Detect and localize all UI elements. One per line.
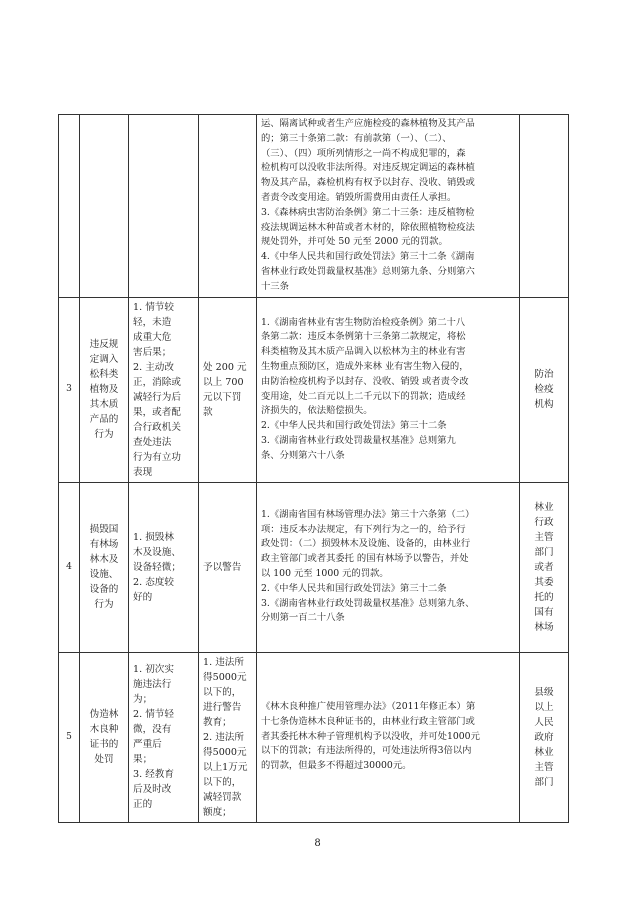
authority-cell-line: 机构: [534, 399, 554, 411]
penalty-cell: [199, 297, 257, 482]
violation-cell-line: 处罚: [94, 754, 114, 766]
violation-cell-line: 违反规: [89, 339, 119, 351]
legal-basis-cell-line: 生物重点预防区，造成外来林 业有害生物入侵的，: [261, 360, 469, 372]
row-number: 5: [59, 652, 80, 822]
authority-cell-line: 部门: [534, 546, 554, 558]
penalty-cell-line: 2. 违法所: [203, 731, 244, 743]
penalty-cell-line: 予以警告: [203, 561, 242, 573]
legal-basis-cell-line: 《林木良种推广使用管理办法》（2011年修正本）第: [261, 701, 476, 713]
legal-basis-cell: [257, 652, 520, 822]
legal-basis-cell-line: 检机构可以没收非法所得。对违反规定调运的森林植: [261, 162, 475, 174]
legal-basis-cell-line: 疫法规调运林木种苗或者木材的，除依照植物检疫法: [261, 221, 475, 233]
penalty-cell-line: 处 200 元: [203, 361, 247, 373]
condition-cell-line: 2. 态度较: [133, 576, 174, 588]
legal-basis-cell-line: 以 100 元至 1000 元的罚款。: [261, 568, 389, 580]
authority-cell-line: 林业: [534, 501, 554, 513]
legal-basis-cell: [257, 297, 520, 482]
penalty-cell-line: 元以下罚: [203, 391, 242, 403]
condition-cell-line: 木及设施、: [133, 546, 181, 558]
legal-basis-cell-line: 由防治检疫机构予以封存、没收、销毁 或者责令改: [261, 375, 469, 387]
violation-cell: [80, 482, 129, 652]
condition-cell-line: 1. 情节较: [133, 301, 174, 313]
legal-basis-cell-line: 十三条: [261, 280, 289, 292]
violation-cell-line: 松科类: [89, 369, 119, 381]
violation-cell-line: 行为: [94, 599, 114, 611]
violation-cell-line: 其木质: [89, 399, 119, 411]
page-number: 8: [314, 838, 321, 849]
condition-cell-line: 合行政机关: [133, 421, 181, 433]
condition-cell-line: 严重后: [133, 739, 162, 751]
violation-cell-line: 植物及: [89, 384, 119, 396]
authority-cell-line: 以上: [534, 701, 554, 713]
condition-cell-line: 施违法行: [133, 679, 172, 691]
penalty-cell-line: 以上1万元: [203, 761, 248, 773]
authority-cell-line: 林业: [534, 746, 554, 758]
authority-cell-line: 林场: [534, 621, 554, 633]
authority-cell: [520, 652, 569, 822]
condition-cell-line: 轻，未造: [133, 316, 172, 328]
condition-cell-line: 设备轻微；: [133, 561, 181, 573]
condition-cell-line: 1. 初次实: [133, 664, 174, 676]
penalty-cell-line: 以上 700: [203, 376, 244, 388]
table-row: [59, 652, 569, 822]
condition-cell-line: 果，或者配: [133, 406, 181, 418]
authority-cell-line: 检疫: [534, 384, 554, 396]
legal-basis-cell-line: 者责令改变用途。销毁所需费用由责任人承担。: [261, 191, 457, 203]
violation-cell-line: 证书的: [89, 739, 119, 751]
penalty-cell: [199, 115, 257, 298]
authority-cell-line: 主管: [534, 761, 554, 773]
legal-basis-cell-line: 省林业行政处罚裁量权基准》总则第九条、分则第六: [261, 265, 475, 277]
row-number: [59, 115, 80, 298]
penalty-table: [58, 114, 569, 823]
legal-basis-cell-line: 以下的罚款；有违法所得的，可处违法所得3倍以内: [261, 745, 472, 757]
penalty-cell: [199, 652, 257, 822]
violation-cell-line: 产品的: [89, 414, 119, 426]
condition-cell: [129, 652, 199, 822]
penalty-cell-line: 得5000元: [203, 746, 247, 758]
condition-cell-line: 3. 经教育: [133, 769, 174, 781]
legal-basis-cell-line: 运、隔离试种或者生产应施检疫的森林植物及其产品: [261, 118, 475, 129]
legal-basis-cell-line: 3.《湖南省林业行政处罚裁量权基准》总则第九条、: [261, 597, 475, 609]
penalty-cell-line: 教育；: [203, 716, 232, 728]
condition-cell-line: 好的: [133, 591, 153, 603]
legal-basis-cell-line: 十七条伪造林木良种证书的，由林业行政主管部门或: [261, 715, 475, 727]
legal-basis-cell-line: 2.《中华人民共和国行政处罚法》第三十二条: [261, 582, 447, 594]
authority-cell-line: 政府: [534, 731, 554, 743]
violation-cell-line: 林木及: [89, 554, 119, 566]
legal-basis-cell-line: 条第二款：违反本条例第十三条第二款规定，将松: [261, 331, 466, 343]
authority-cell: [520, 115, 569, 298]
legal-basis-cell-line: 项：违反本办法规定，有下列行为之一的，给予行: [261, 523, 466, 535]
condition-cell: [129, 297, 199, 482]
legal-basis-cell-line: （三）、（四）项所列情形之一尚不构成犯罪的，森: [261, 147, 466, 159]
condition-cell: [129, 115, 199, 298]
legal-basis-cell-line: 科类植物及其木质产品调入以松林为主的林业有害: [261, 346, 466, 358]
penalty-cell-line: 以下的，: [203, 776, 242, 788]
authority-cell-line: 或者: [534, 561, 554, 573]
condition-cell: [129, 482, 199, 652]
penalty-cell-line: 以下的，: [203, 686, 242, 698]
violation-cell-line: 伪造林: [89, 709, 119, 721]
violation-cell-line: 定调入: [89, 354, 119, 366]
authority-cell: [520, 482, 569, 652]
authority-cell-line: 县级: [534, 686, 554, 698]
legal-basis-cell-line: 规处罚外，并可处 50 元至 2000 元的罚款。: [261, 236, 448, 248]
legal-basis-cell-line: 政主管部门或者其委托 的国有林场予以警告，并处: [261, 553, 469, 565]
condition-cell-line: 1. 损毁林: [133, 531, 174, 543]
violation-cell-line: 行为: [94, 429, 114, 441]
violation-cell: [80, 652, 129, 822]
table-row: [59, 482, 569, 652]
legal-basis-cell-line: 者其委托林木种子管理机构予以没收，并可处1000元: [261, 730, 480, 742]
legal-basis-cell-line: 的；第三十条第二款：有前款第（一）、（二）、: [261, 132, 452, 144]
condition-cell-line: 减轻行为后: [133, 391, 181, 403]
authority-cell-line: 其委: [534, 576, 554, 588]
penalty-cell-line: 减轻罚款: [203, 791, 242, 803]
legal-basis-cell-line: 2.《中华人民共和国行政处罚法》第三十二条: [261, 420, 447, 432]
authority-cell-line: 托的: [534, 591, 554, 603]
violation-cell: [80, 115, 129, 298]
condition-cell-line: 2. 主动改: [133, 361, 174, 373]
legal-basis-cell-line: 1.《湖南省林业有害生物防治检疫条例》第二十八: [261, 316, 466, 328]
violation-cell-line: 木良种: [89, 724, 119, 736]
penalty-cell-line: 得5000元: [203, 671, 247, 683]
violation-cell-line: 有林场: [89, 539, 119, 551]
condition-cell-line: 正，消除或: [133, 376, 181, 388]
legal-basis-cell: [257, 115, 520, 298]
legal-basis-cell-line: 3.《湖南省林业行政处罚裁量权基准》总则第九: [261, 434, 456, 446]
condition-cell-line: 果；: [133, 754, 153, 766]
condition-cell-line: 为；: [133, 694, 153, 706]
legal-basis-cell-line: 条、分则第六十八条: [261, 449, 345, 461]
legal-basis-cell-line: 济损失的，依法赔偿损失。: [261, 405, 373, 417]
condition-cell-line: 查处违法: [133, 436, 172, 448]
authority-cell-line: 人民: [534, 716, 554, 728]
authority-cell: [520, 297, 569, 482]
authority-cell-line: 部门: [534, 776, 554, 788]
legal-basis-cell-line: 变用途，处二百元以上二千元以下的罚款；造成经: [261, 390, 466, 402]
condition-cell-line: 害后果；: [133, 346, 172, 358]
condition-cell-line: 2. 情节轻: [133, 709, 174, 721]
condition-cell-line: 微，没有: [133, 724, 172, 736]
violation-cell-line: 损毁国: [89, 524, 119, 536]
violation-cell-line: 设备的: [89, 584, 119, 596]
legal-basis-cell-line: 物及其产品，森检机构有权予以封存、没收、销毁或: [261, 177, 475, 189]
row-number: 3: [59, 297, 80, 482]
violation-cell: [80, 297, 129, 482]
penalty-cell-line: 额度；: [203, 806, 232, 818]
violation-cell-line: 设施、: [89, 569, 119, 581]
penalty-cell-line: 进行警告: [203, 701, 242, 713]
penalty-cell-line: 款: [203, 406, 213, 418]
legal-basis-cell: [257, 482, 520, 652]
condition-cell-line: 表现: [133, 466, 153, 478]
condition-cell-line: 成重大危: [133, 331, 172, 343]
legal-basis-cell-line: 分则第一百二十八条: [261, 612, 345, 624]
legal-basis-cell-line: 1.《湖南省国有林场管理办法》第三十六条第（二）: [261, 508, 475, 520]
authority-cell-line: 防治: [534, 369, 554, 381]
legal-basis-cell-line: 3.《森林病虫害防治条例》第二十三条：违反植物检: [261, 206, 475, 218]
table-row: [59, 297, 569, 482]
authority-cell-line: 主管: [534, 531, 554, 543]
authority-cell-line: 行政: [534, 516, 554, 528]
penalty-cell-line: 1. 违法所: [203, 656, 244, 668]
penalty-cell: [199, 482, 257, 652]
condition-cell-line: 行为有立功: [133, 451, 181, 463]
legal-basis-cell-line: 4.《中华人民共和国行政处罚法》第三十二条《湖南: [261, 251, 475, 263]
row-number: 4: [59, 482, 80, 652]
legal-basis-cell-line: 的罚款，但最多不得超过30000元。: [261, 760, 412, 772]
table-row: [59, 115, 569, 298]
condition-cell-line: 正的: [133, 799, 153, 811]
legal-basis-cell-line: 政处罚：（二）损毁林木及设施、设备的，由林业行: [261, 538, 471, 550]
authority-cell-line: 国有: [534, 606, 554, 618]
condition-cell-line: 后及时改: [133, 784, 172, 796]
